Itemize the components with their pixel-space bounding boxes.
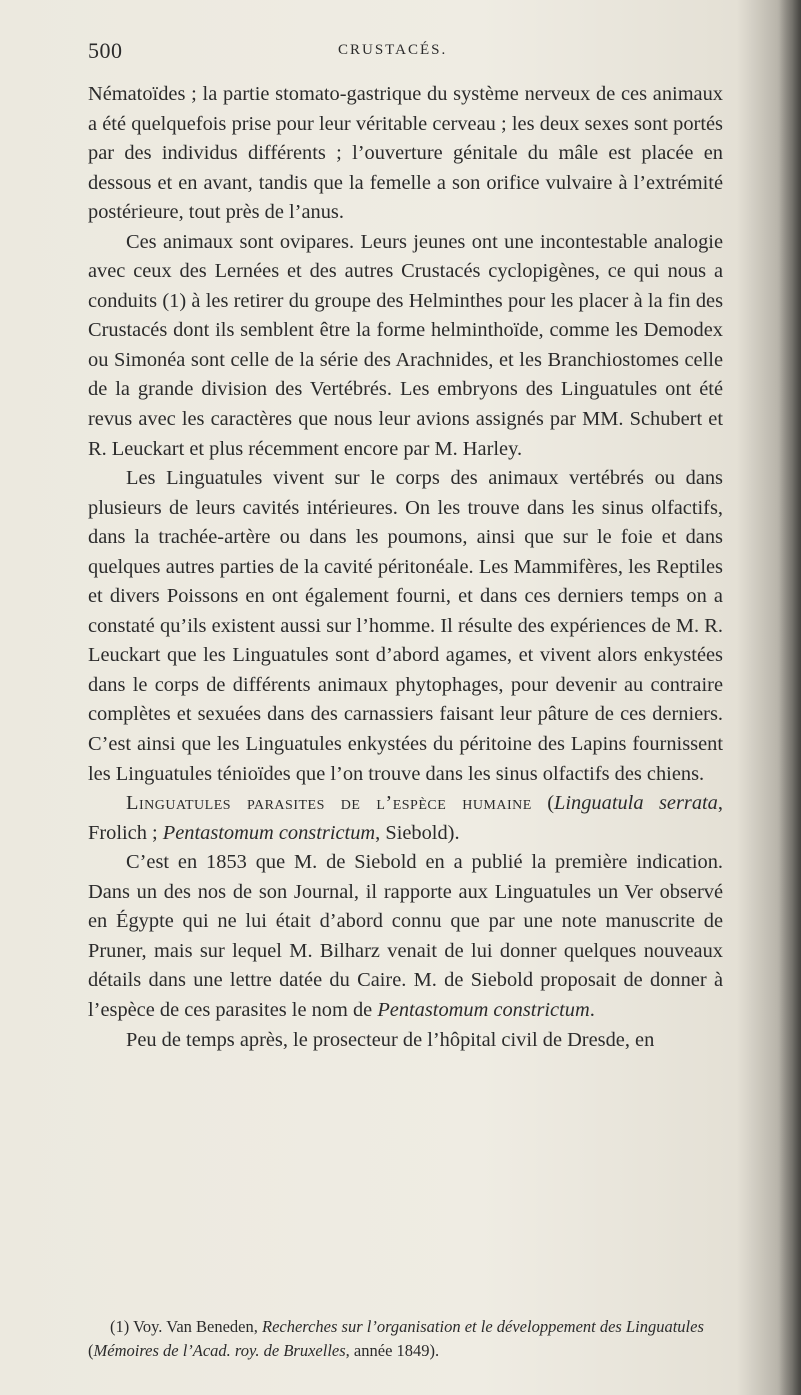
page-number: 500 — [88, 38, 123, 63]
footnote-open: ( — [88, 1341, 94, 1360]
paragraph: Peu de temps après, le prosecteur de l’hôpital civil de Dresde, en — [126, 1028, 655, 1051]
footnote-start: (1) Voy. Van Beneden, — [110, 1317, 262, 1336]
paragraph: Ces animaux sont ovipares. Leurs jeunes ont une incontestable analogie avec ceux des Lernées et des autres Crustacés cyclopigènes, ce qui nous a conduits (1) à les retirer du groupe des Helminthes pour les placer à la fin des Crustacés dont ils semblent être la forme helminthoïde, comme les Demodex ou Simonéa sont celle de la série des Arachnides, et les Branchiostomes celle de la grande division des Vertébrés. Les embryons des Linguatules ont été revus avec les caractères que nous leur avions assignés par MM. Schubert et R. Leuckart et plus récemment encore par M. Harley. — [88, 230, 723, 460]
page-header — [88, 38, 728, 62]
footnote-end: , année 1849). — [345, 1341, 440, 1360]
heading-text: , Frolich ; — [88, 792, 723, 844]
footnote — [88, 1315, 728, 1363]
paragraph: Nématoïdes ; la partie stomato-gastrique du système nerveux de ces animaux a été quelquefois prise pour leur véritable cerveau ; les deux sexes sont portés par des individus différents ; l’ouverture génitale du mâle est placée en dessous et en avant, tandis que la femelle a son orifice vulvaire à l’extrémité postérieure, tout près de l’anus. — [88, 83, 723, 224]
species-name: Linguatula serrata — [554, 792, 718, 815]
footnote-source: Mémoires de l’Acad. roy. de Bruxelles — [93, 1341, 346, 1360]
body-text — [88, 80, 723, 1055]
page-edge-shadow — [779, 0, 801, 1395]
footnote-title: Recherches sur l’organisation et le développement des Linguatules — [262, 1317, 704, 1336]
section-heading-paragraph — [88, 789, 723, 848]
heading-text: , Siebold). — [375, 821, 460, 844]
species-name: Pentastomum constrictum — [162, 821, 376, 844]
paragraph — [88, 848, 723, 1025]
paragraph: Les Linguatules vivent sur le corps des animaux vertébrés ou dans plusieurs de leurs cavités intérieures. On les trouve dans les sinus olfactifs, dans la trachée-artère ou dans les poumons, ainsi que sur le foie et dans quelques autres parties de la cavité péritonéale. Les Mammifères, les Reptiles et divers Poissons en ont également fourni, et dans ces derniers temps on a constaté qu’ils existent aussi sur l’homme. Il résulte des expériences de M. R. Leuckart que les Linguatules sont d’abord agames, et vivent alors enkystées dans le corps de différents animaux phytophages, pour devenir au contraire complètes et sexuées dans des carnassiers faisant leur pâture de ces derniers. C’est ainsi que les Linguatules enkystées du péritoine des Lapins fournissent les Linguatules ténioïdes que l’on trouve dans les sinus olfactifs des chiens. — [88, 467, 723, 785]
section-heading: Linguatules parasites de l’espèce humaine — [126, 792, 532, 815]
species-name: Pentastomum constrictum — [377, 998, 590, 1021]
paragraph-text: C’est en 1853 que M. de Siebold en a publié la première indication. Dans un des nos de son Journal, il rapporte aux Linguatules un Ver observé en Égypte qui ne lui était d’abord connu que par une note manuscrite de Pruner, mais sur lequel M. Bilharz venait de lui donner quelques nouveaux détails dans une lettre datée du Caire. M. de Siebold proposait de donner à l’espèce de ces parasites le nom de — [88, 851, 723, 1021]
footnote-text — [88, 1315, 728, 1363]
running-head: CRUSTACÉS. — [338, 42, 448, 58]
paragraph-text: . — [589, 998, 595, 1021]
heading-text: ( — [531, 792, 555, 815]
